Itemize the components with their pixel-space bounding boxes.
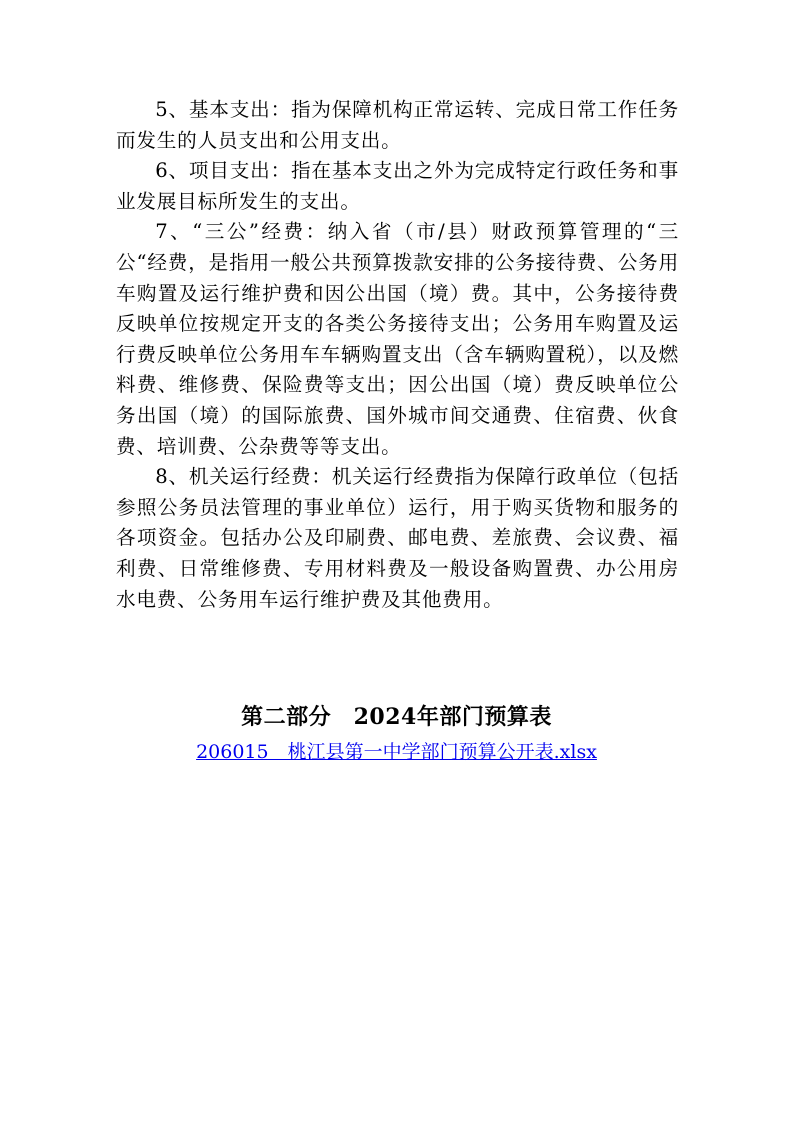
definition-basic-expenditure: 5、基本支出：指为保障机构正常运转、完成日常工作任务而发生的人员支出和公用支出。 xyxy=(116,98,679,152)
definitions-body xyxy=(116,95,679,615)
definition-operating-expenses: 8、机关运行经费：机关运行经费指为保障行政单位（包括参照公务员法管理的事业单位）运行，用于购买货物和服务的各项资金。包括办公及印刷费、邮电费、差旅费、会议费、福利费、日常维修费、专用材料费及一般设备购置费、办公用房水电费、公务用车运行维护费及其他费用。 xyxy=(116,465,679,611)
definition-three-public-expenses: 7、“三公”经费：纳入省（市/县）财政预算管理的“三公“经费，是指用一般公共预算拨款安排的公务接待费、公务用车购置及运行维护费和因公出国（境）费。其中，公务接待费反映单位按规定开支的各类公务接待支出；公务用车购置及运行费反映单位公务用车车辆购置支出（含车辆购置税），以及燃料费、维修费、保险费等支出；因公出国（境）费反映单位公务出国（境）的国际旅费、国外城市间交通费、住宿费、伙食费、培训费、公杂费等等支出。 xyxy=(116,220,679,458)
attachment-link[interactable]: 206015 桃江县第一中学部门预算公开表.xlsx xyxy=(196,741,597,763)
section-title: 第二部分 2024年部门预算表 xyxy=(241,704,552,730)
definition-project-expenditure: 6、项目支出：指在基本支出之外为完成特定行政任务和事业发展目标所发生的支出。 xyxy=(116,159,679,213)
